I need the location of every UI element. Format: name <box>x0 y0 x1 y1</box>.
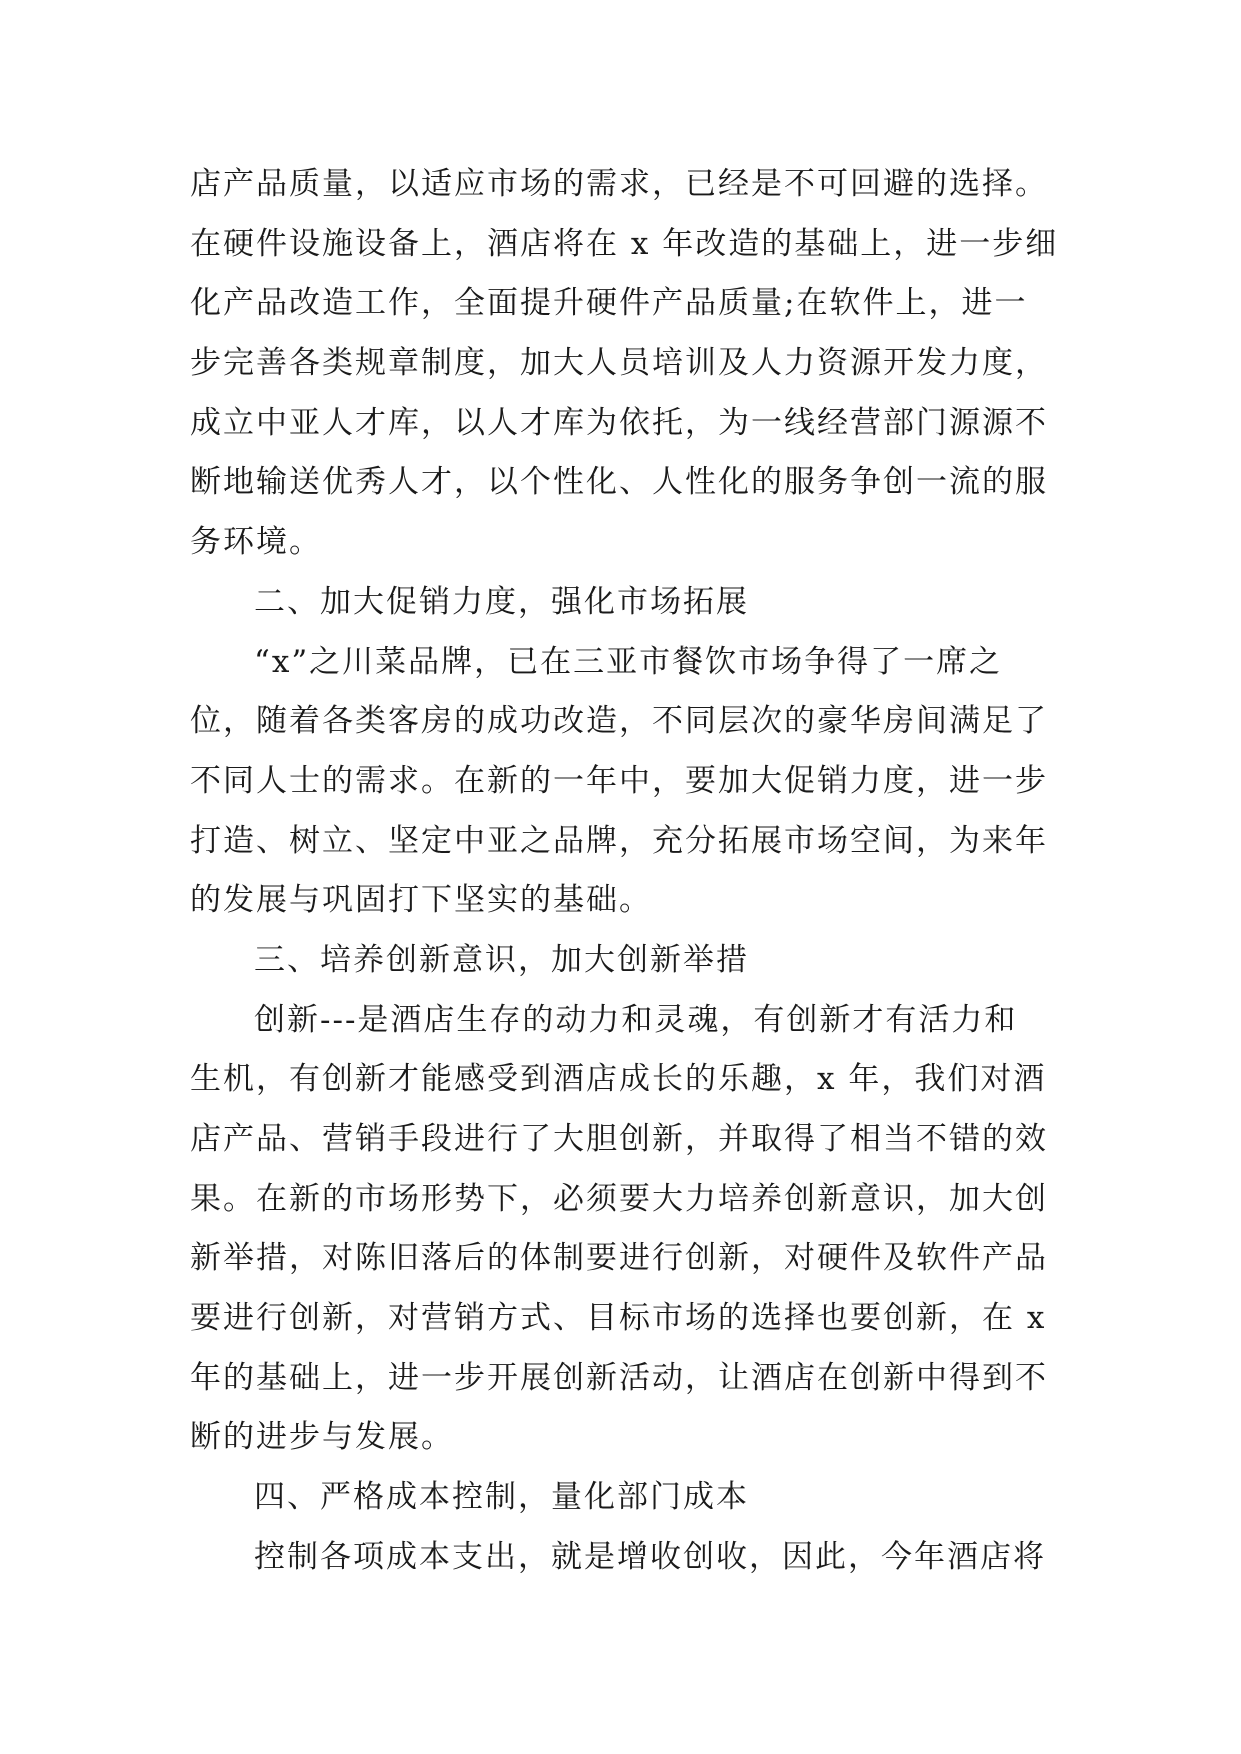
section-heading: 三、培养创新意识，加大创新举措 <box>254 941 749 978</box>
text-line: 成立中亚人才库，以人才库为依托，为一线经营部门源源不 <box>190 404 1048 441</box>
text-line: 店产品、营销手段进行了大胆创新，并取得了相当不错的效 <box>190 1121 1048 1157</box>
text-line: 务环境。 <box>190 524 322 561</box>
text-line: 位，随着各类客房的成功改造，不同层次的豪华房间满足了 <box>190 703 1048 740</box>
paragraph-first-line: 创新---是酒店生存的动力和灵魂，有创新才有活力和 <box>254 1001 1018 1038</box>
text-line: 要进行创新，对营销方式、目标市场的选择也要创新，在 x <box>190 1300 1047 1337</box>
text-line: 店产品质量，以适应市场的需求，已经是不可回避的选择。 <box>190 166 1048 202</box>
text-line: 打造、树立、坚定中亚之品牌，充分拓展市场空间，为来年 <box>190 822 1048 859</box>
text-line: 生机，有创新才能感受到酒店成长的乐趣，x 年，我们对酒 <box>190 1061 1047 1098</box>
section-heading: 二、加大促销力度，强化市场拓展 <box>254 583 749 620</box>
document-body <box>190 155 1070 1588</box>
paragraph-first-line: 控制各项成本支出，就是增收创收，因此，今年酒店将 <box>254 1538 1046 1575</box>
text-line: 在硬件设施设备上，酒店将在 x 年改造的基础上，进一步细 <box>190 225 1059 262</box>
text-line: 的发展与巩固打下坚实的基础。 <box>190 882 652 919</box>
text-line: 断的进步与发展。 <box>190 1419 454 1456</box>
text-line: 断地输送优秀人才，以个性化、人性化的服务争创一流的服 <box>190 464 1048 501</box>
paragraph-first-line: “x”之川菜品牌，已在三亚市餐饮市场争得了一席之 <box>254 643 1003 680</box>
text-line: 年的基础上，进一步开展创新活动，让酒店在创新中得到不 <box>190 1359 1048 1396</box>
section-heading: 四、严格成本控制，量化部门成本 <box>254 1479 749 1516</box>
text-line: 化产品改造工作，全面提升硬件产品质量;在软件上，进一 <box>190 285 1028 322</box>
text-line: 果。在新的市场形势下，必须要大力培养创新意识，加大创 <box>190 1180 1048 1217</box>
text-line: 步完善各类规章制度，加大人员培训及人力资源开发力度， <box>190 345 1048 382</box>
text-line: 不同人士的需求。在新的一年中，要加大促销力度，进一步 <box>190 762 1048 799</box>
text-line: 新举措，对陈旧落后的体制要进行创新，对硬件及软件产品 <box>190 1240 1048 1277</box>
